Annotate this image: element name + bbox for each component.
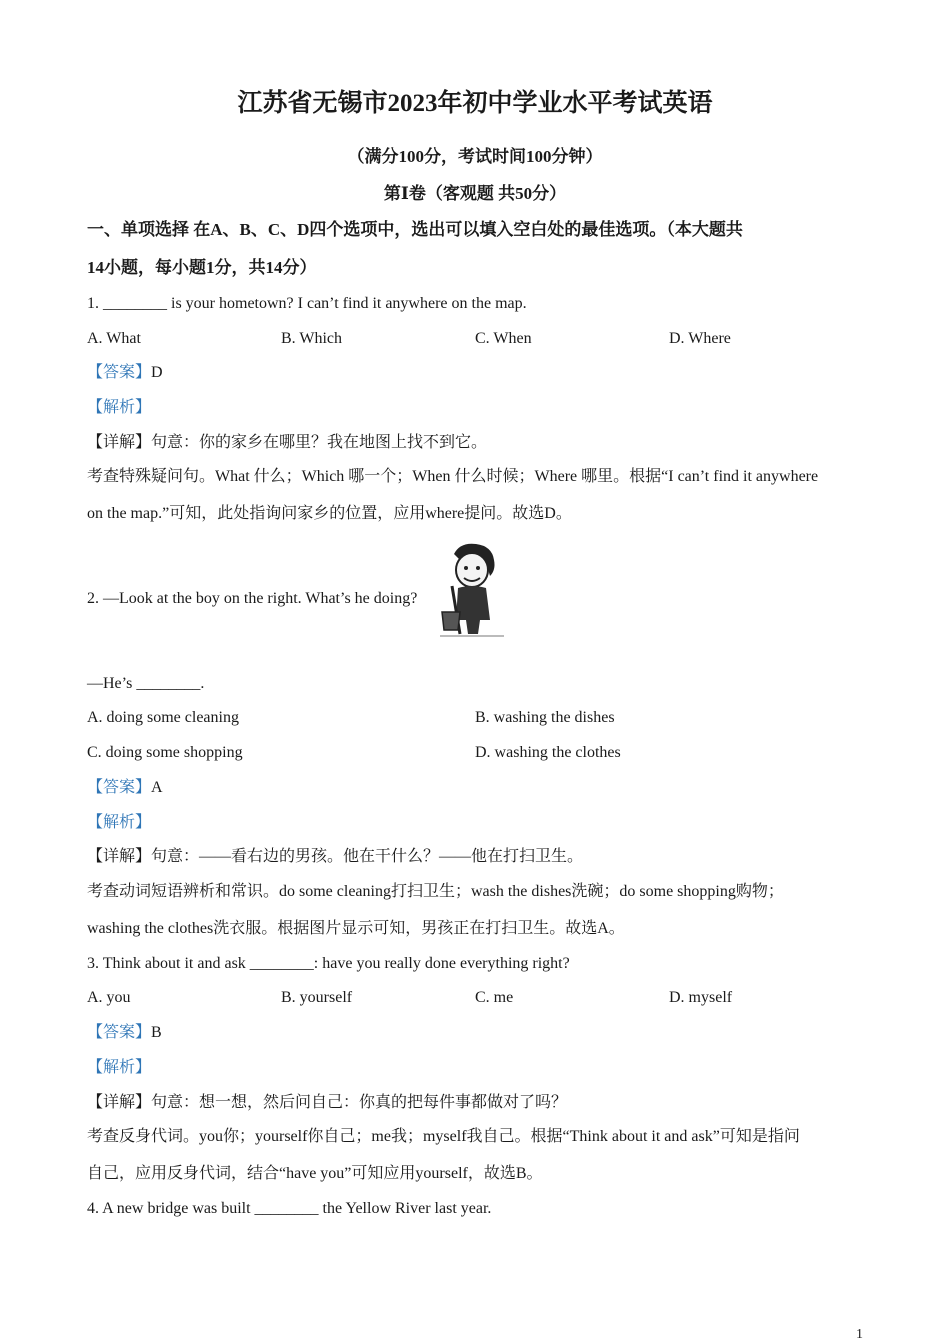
question-stem: 3. Think about it and ask ________: have you really done everything right? — [87, 955, 570, 972]
explanation-line: 考查反身代词。you你；yourself你自己；me我；myself我自己。根据“Think about it and ask”可知是指问 — [87, 1128, 800, 1145]
option-c: C. doing some shopping — [87, 744, 243, 761]
detail-text: 句意：你的家乡在哪里？我在地图上找不到它。 — [151, 434, 488, 451]
option-d: D. myself — [669, 989, 733, 1006]
detail-label: 【详解】 — [87, 1094, 152, 1111]
page-title: 江苏省无锡市2023年初中学业水平考试英语 — [237, 90, 713, 117]
analysis-label: 【解析】 — [87, 814, 152, 831]
explanation-line: on the map.”可知，此处指询问家乡的位置，应用where提问。故选D。 — [87, 505, 572, 522]
detail-label: 【详解】 — [87, 434, 152, 451]
section-heading-cont: 14小题，每小题1分，共14分） — [87, 258, 317, 277]
detail-label: 【详解】 — [87, 848, 152, 865]
answer-label: 【答案】 — [87, 779, 152, 796]
analysis-label: 【解析】 — [87, 399, 152, 416]
question-stem: 2. —Look at the boy on the right. What’s he doing? — [87, 590, 418, 607]
question-stem: 4. A new bridge was built ________ the Yellow River last year. — [87, 1200, 492, 1217]
answer-blank-line: —He’s ________. — [87, 675, 205, 692]
option-a: A. you — [87, 989, 131, 1006]
option-b: B. Which — [281, 330, 343, 347]
option-c: C. When — [475, 330, 532, 347]
answer-value: B — [151, 1024, 162, 1041]
detail-text: 句意：——看右边的男孩。他在干什么？——他在打扫卫生。 — [151, 848, 584, 865]
detail-line — [87, 432, 487, 454]
analysis-label: 【解析】 — [87, 1059, 152, 1076]
answer-value: D — [151, 364, 163, 381]
detail-line — [87, 1092, 567, 1114]
exam-info: （满分100分，考试时间100分钟） — [347, 147, 603, 166]
explanation-line: 考查特殊疑问句。What 什么；Which 哪一个；When 什么时候；Where 哪里。根据“I can’t find it anywhere — [87, 468, 819, 485]
boy-with-mop-and-bucket-illustration — [440, 540, 504, 638]
option-a: A. What — [87, 330, 141, 347]
option-a: A. doing some cleaning — [87, 709, 239, 726]
option-d: D. Where — [669, 330, 731, 347]
option-d: D. washing the clothes — [475, 744, 621, 761]
answer-line — [87, 1022, 162, 1044]
answer-label: 【答案】 — [87, 364, 152, 381]
question-stem: 1. ________ is your hometown? I can’t find it anywhere on the map. — [87, 295, 527, 312]
option-c: C. me — [475, 989, 514, 1006]
answer-value: A — [151, 779, 163, 796]
explanation-line: washing the clothes洗衣服。根据图片显示可知，男孩正在打扫卫生。故选A。 — [87, 920, 625, 937]
section-heading: 一、单项选择 在A、B、C、D四个选项中，选出可以填入空白处的最佳选项。（本大题共 — [87, 220, 743, 239]
page-number: 1 — [856, 1327, 863, 1342]
part-title: 第Ⅰ卷（客观题 共50分） — [383, 184, 567, 203]
option-b: B. yourself — [281, 989, 353, 1006]
detail-line — [87, 846, 583, 868]
answer-line — [87, 362, 163, 384]
answer-label: 【答案】 — [87, 1024, 152, 1041]
detail-text: 句意：想一想，然后问自己：你真的把每件事都做对了吗？ — [151, 1094, 568, 1111]
option-b: B. washing the dishes — [475, 709, 615, 726]
answer-line — [87, 777, 163, 799]
explanation-line: 自己，应用反身代词，结合“have you”可知应用yourself，故选B。 — [87, 1165, 543, 1182]
explanation-line: 考查动词短语辨析和常识。do some cleaning打扫卫生；wash the dishes洗碗；do some shopping购物； — [87, 883, 784, 900]
